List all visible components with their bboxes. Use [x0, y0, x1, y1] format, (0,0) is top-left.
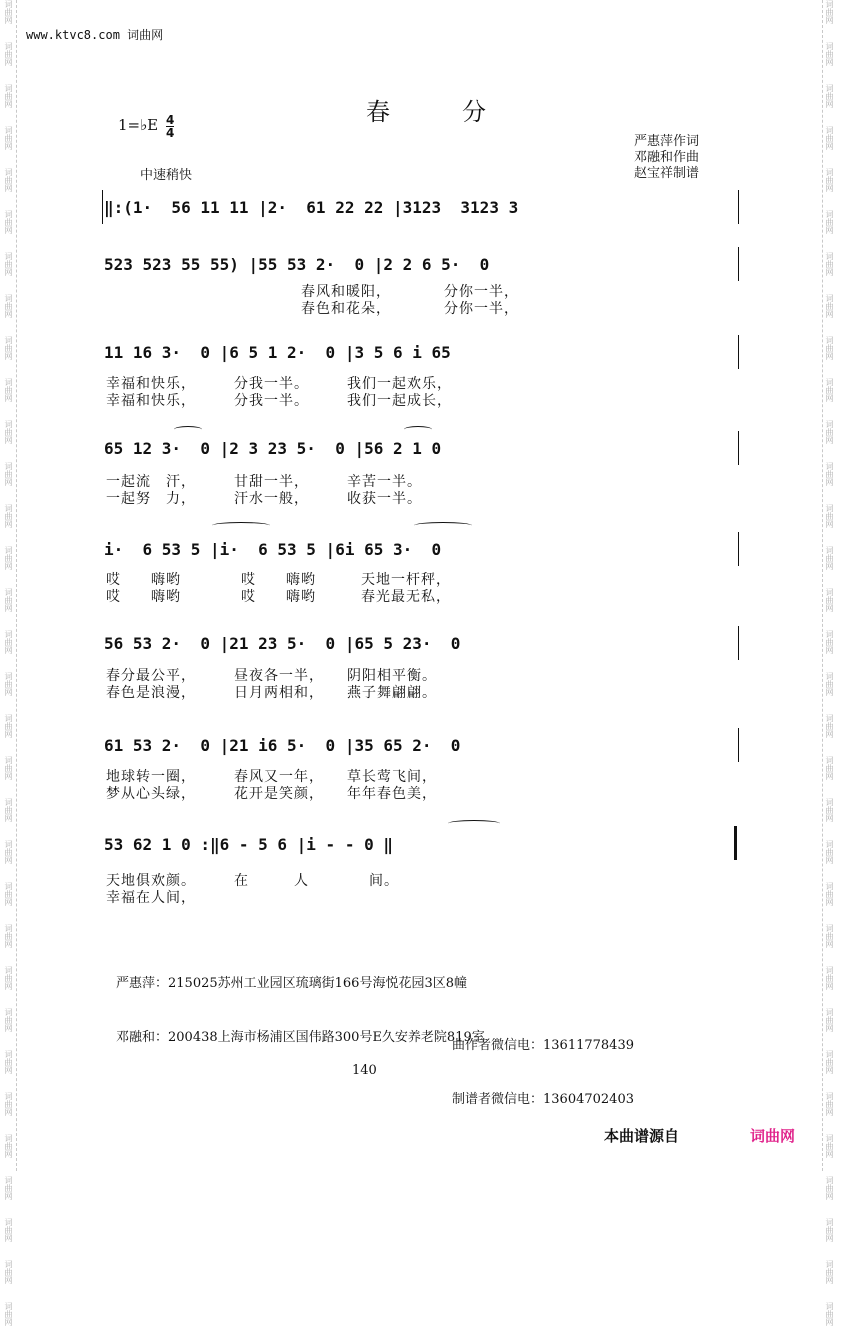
- barline: [738, 626, 739, 660]
- lyric-verse-2: 幸福和快乐， 分我一半。 我们一起成长，: [106, 393, 452, 409]
- watermark-text: 词曲网: [825, 630, 834, 654]
- time-signature-top: 4: [166, 113, 175, 127]
- watermark-text: 词曲网: [4, 1008, 13, 1032]
- watermark-text: 词曲网: [4, 0, 13, 24]
- staff-line-1: ‖:(1· 56 11 11 |2· 61 22 22 |3123 3123 3: [104, 198, 519, 217]
- watermark-text: 词曲网: [825, 1218, 834, 1242]
- watermark-text: 词曲网: [4, 504, 13, 528]
- lyric-verse-2: 幸福在人间，: [106, 890, 196, 906]
- watermark-text: 词曲网: [825, 546, 834, 570]
- lyric-verse-2: 春色和花朵， 分你一半，: [106, 301, 519, 317]
- arranger-credit: 赵宝祥制谱: [634, 166, 700, 181]
- barline: [102, 190, 103, 224]
- staff-line-5: i· 6 53 5 |i· 6 53 5 |6i 65 3· 0: [104, 540, 442, 559]
- watermark-text: 词曲网: [825, 336, 834, 360]
- lyric-verse-1: 春分最公平， 昼夜各一半， 阴阳相平衡。: [106, 668, 437, 684]
- watermark-text: 词曲网: [825, 756, 834, 780]
- watermark-text: 词曲网: [825, 84, 834, 108]
- watermark-text: 词曲网: [825, 672, 834, 696]
- barline: [738, 335, 739, 369]
- watermark-text: 词曲网: [825, 1134, 834, 1158]
- watermark-text: 词曲网: [4, 630, 13, 654]
- time-signature-bottom: 4: [166, 126, 175, 140]
- watermark-text: 词曲网: [825, 1176, 834, 1200]
- lyric-verse-2: 一起努 力， 汗水一般， 收获一半。: [106, 491, 422, 507]
- final-barline: [734, 826, 737, 860]
- watermark-text: 词曲网: [4, 798, 13, 822]
- watermark-text: 词曲网: [825, 1050, 834, 1074]
- watermark-text: 词曲网: [4, 210, 13, 234]
- barline: [738, 431, 739, 465]
- lyric-verse-2: 哎 嗨哟 哎 嗨哟 春光最无私，: [106, 589, 451, 605]
- slur: [212, 522, 270, 529]
- staff-line-3: 11 16 3· 0 |6 5 1 2· 0 |3 5 6 i 65: [104, 343, 451, 362]
- watermark-text: 词曲网: [4, 840, 13, 864]
- watermark-text: 词曲网: [825, 840, 834, 864]
- watermark-text: 词曲网: [4, 420, 13, 444]
- source-label: 本曲谱源自: [604, 1127, 680, 1145]
- watermark-text: 词曲网: [4, 1092, 13, 1116]
- staff-line-7: 61 53 2· 0 |21 i6 5· 0 |35 65 2· 0: [104, 736, 461, 755]
- author-addresses: [116, 939, 485, 1065]
- watermark-text: 词曲网: [4, 1218, 13, 1242]
- watermark-text: 词曲网: [825, 1302, 834, 1326]
- watermark-text: 词曲网: [4, 756, 13, 780]
- watermark-text: 词曲网: [825, 798, 834, 822]
- credits: [634, 134, 699, 182]
- lyric-verse-2: 春色是浪漫， 日月两相和， 燕子舞翩翩。: [106, 685, 437, 701]
- staff-line-4: 65 12 3· 0 |2 3 23 5· 0 |56 2 1 0: [104, 439, 442, 458]
- watermark-text: 词曲网: [825, 882, 834, 906]
- slur: [404, 426, 432, 433]
- watermark-text: [823, 0, 837, 1326]
- watermark-text: 词曲网: [825, 504, 834, 528]
- address-composer: 邓融和：200438上海市杨浦区国伟路300号E久安养老院819室: [116, 1030, 485, 1045]
- barline: [738, 728, 739, 762]
- song-title: 春 分: [366, 98, 486, 126]
- staff-line-6: 56 53 2· 0 |21 23 5· 0 |65 5 23· 0: [104, 634, 461, 653]
- arranger-wechat: 制谱者微信电：13604702403: [452, 1092, 634, 1107]
- watermark-text: 词曲网: [4, 1134, 13, 1158]
- watermark-text: 词曲网: [825, 588, 834, 612]
- side-watermark-left: [2, 0, 17, 1326]
- slur: [448, 820, 500, 827]
- lyricist-credit: 严惠萍作词: [634, 134, 700, 149]
- staff-line-2: 523 523 55 55) |55 53 2· 0 |2 2 6 5· 0: [104, 255, 490, 274]
- tempo-marking: 中速稍快: [140, 168, 193, 183]
- watermark-text: 词曲网: [825, 420, 834, 444]
- watermark-text: 词曲网: [825, 1008, 834, 1032]
- watermark-text: 词曲网: [4, 462, 13, 486]
- side-watermark-right: [822, 0, 837, 1326]
- watermark-text: 词曲网: [4, 546, 13, 570]
- watermark-text: 词曲网: [825, 0, 834, 24]
- watermark-text: 词曲网: [825, 126, 834, 150]
- watermark-text: 词曲网: [4, 714, 13, 738]
- lyric-verse-1: 一起流 汗， 甘甜一半， 辛苦一半。: [106, 474, 422, 490]
- barline: [738, 190, 739, 224]
- watermark-text: 词曲网: [4, 252, 13, 276]
- composer-credit: 邓融和作曲: [634, 150, 700, 165]
- lyric-verse-1: 幸福和快乐， 分我一半。 我们一起欢乐，: [106, 376, 452, 392]
- watermark-text: 词曲网: [4, 588, 13, 612]
- brand-link[interactable]: 词曲网: [750, 1127, 796, 1145]
- lyric-verse-1: 哎 嗨哟 哎 嗨哟 天地一杆秤，: [106, 572, 451, 588]
- watermark-text: 词曲网: [4, 378, 13, 402]
- slur: [174, 426, 202, 433]
- site-url[interactable]: www.ktvc8.com 词曲网: [26, 28, 164, 42]
- watermark-text: 词曲网: [4, 126, 13, 150]
- watermark-text: 词曲网: [825, 1260, 834, 1284]
- watermark-text: 词曲网: [4, 168, 13, 192]
- watermark-text: 词曲网: [4, 294, 13, 318]
- barline: [738, 532, 739, 566]
- page-number: 140: [352, 1063, 377, 1078]
- watermark-text: 词曲网: [825, 42, 834, 66]
- watermark-text: 词曲网: [4, 336, 13, 360]
- watermark-text: 词曲网: [4, 672, 13, 696]
- staff-line-8: 53 62 1 0 :‖6 - 5 6 |i - - 0 ‖: [104, 835, 393, 854]
- watermark-text: 词曲网: [825, 966, 834, 990]
- watermark-text: 词曲网: [825, 168, 834, 192]
- watermark-text: 词曲网: [825, 294, 834, 318]
- watermark-text: 词曲网: [825, 210, 834, 234]
- watermark-text: 词曲网: [4, 1260, 13, 1284]
- lyric-verse-1: 地球转一圈， 春风又一年， 草长莺飞间，: [106, 769, 437, 785]
- watermark-text: 词曲网: [4, 1050, 13, 1074]
- watermark-text: 词曲网: [825, 252, 834, 276]
- watermark-text: 词曲网: [4, 42, 13, 66]
- watermark-text: 词曲网: [825, 924, 834, 948]
- composer-wechat: 曲作者微信电：13611778439: [452, 1038, 634, 1053]
- watermark-text: 词曲网: [4, 84, 13, 108]
- watermark-text: 词曲网: [825, 378, 834, 402]
- watermark-text: 词曲网: [825, 714, 834, 738]
- lyric-verse-1: 春风和暖阳， 分你一半，: [106, 284, 519, 300]
- watermark-text: 词曲网: [4, 966, 13, 990]
- lyric-verse-1: 天地俱欢颜。 在 人 间。: [106, 873, 399, 889]
- contact-info: [452, 1001, 634, 1127]
- watermark-text: 词曲网: [4, 1302, 13, 1326]
- slur: [414, 522, 472, 529]
- key-signature: 1=♭E: [118, 116, 159, 134]
- address-lyricist: 严惠萍：215025苏州工业园区琉璃街166号海悦花园3区8幢: [116, 976, 467, 991]
- watermark-text: 词曲网: [4, 924, 13, 948]
- watermark-text: 词曲网: [4, 882, 13, 906]
- lyric-verse-2: 梦从心头绿， 花开是笑颜， 年年春色美，: [106, 786, 437, 802]
- barline: [738, 247, 739, 281]
- watermark-text: 词曲网: [4, 1176, 13, 1200]
- time-signature: [166, 114, 174, 139]
- watermark-text: [2, 0, 16, 1326]
- watermark-text: 词曲网: [825, 462, 834, 486]
- watermark-text: 词曲网: [825, 1092, 834, 1116]
